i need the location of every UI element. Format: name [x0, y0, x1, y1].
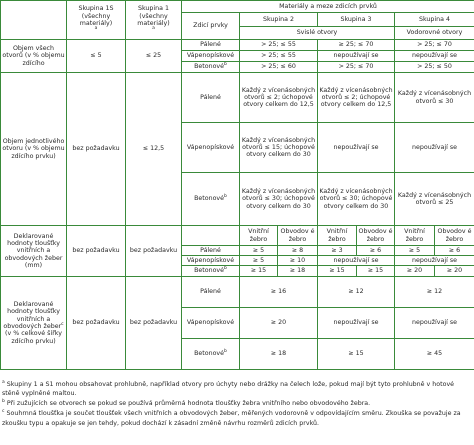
row4-palene-g4: ≥ 12 [395, 277, 474, 308]
footnote-b [2, 399, 470, 408]
row1-vapeno-g2: > 25; ≤ 55 [240, 51, 318, 62]
row2-type-palene: Pálené [182, 73, 240, 123]
row3-beton-g3b: ≥ 15 [357, 266, 395, 277]
row4-palene-g3: ≥ 12 [318, 277, 395, 308]
footnote-a-text: Skupiny 1 a S1 mohou obsahovat prohlubně, například otvory pro úchyty nebo drážky na čelech lože, pokud mají být tyto prohlubně v hotové stěně vyplněné maltou. [2, 381, 455, 398]
header-group-1s-note: a [94, 26, 98, 32]
header-group-1-note: a [152, 26, 155, 32]
row4-g15: bez požadavku [67, 277, 126, 370]
row3-label: Deklarované hodnoty tloušťky vnitřních a obvodových žeber (mm) [1, 226, 67, 277]
header-group-1s [67, 1, 126, 40]
row3-palene-g4a: ≥ 5 [395, 246, 435, 256]
row3-g2-obvodove: Obvodov é žebro [278, 226, 318, 246]
footnote-b-mark: b [2, 399, 5, 405]
footnote-a [2, 380, 470, 398]
row1-vapeno-g4: nepoužívají se [395, 51, 474, 62]
row1-g15: ≤ 5 [67, 40, 126, 73]
header-empty [1, 1, 67, 40]
row2-beton-g4: Každý z vícenásobných otvorů ≤ 25 [395, 173, 474, 226]
footnote-b-text: Při zužujících se otvorech se pokud se používá průměrná hodnota tloušťky žebra vnitřního nebo obvodového žebra. [6, 400, 371, 408]
row4-type-palene: Pálené [182, 277, 240, 308]
row1-label: Objem všech otvorů (v % objemu zdícího [1, 40, 67, 73]
row3-vapeno-g4: nepoužívají se [395, 256, 474, 266]
row3-g4-vnitrni: Vnitřní žebro [395, 226, 435, 246]
header-svisle: Svislé otvory [240, 27, 395, 40]
row4-beton-g2: ≥ 18 [240, 339, 318, 370]
header-group-1 [126, 1, 182, 40]
row1-palene-g2: > 25; ≤ 55 [240, 40, 318, 51]
row4-beton-note: b [224, 349, 227, 355]
row3-g1: bez požadavku [126, 226, 182, 277]
row1-vapeno-g3: nepoužívají se [318, 51, 395, 62]
row3-beton-g4a: ≥ 20 [395, 266, 435, 277]
row2-palene-g3: Každý z vícenásobných otvorů ≤ 2; úchopové otvory celkem do 12,5 [318, 73, 395, 123]
row4-label-text-2: (v % celkové šířky zdícího prvku) [5, 330, 62, 345]
row1-palene-g3: ≥ 25; ≤ 70 [318, 40, 395, 51]
row3-beton-g4b: ≥ 20 [435, 266, 474, 277]
row4-g1: bez požadavku [126, 277, 182, 370]
row3-empty [182, 226, 240, 246]
row2-beton-label: Betonové [194, 195, 225, 203]
header-group-1-text: Skupina 1 (všechny materiály) [137, 5, 170, 27]
row3-type-palene: Pálené [182, 246, 240, 256]
row3-vapeno-g3: nepoužívají se [318, 256, 395, 266]
row4-vapeno-g3: nepoužívají se [318, 308, 395, 339]
row1-g1: ≤ 25 [126, 40, 182, 73]
row4-beton-label: Betonové [194, 350, 225, 358]
row3-beton-g2a: ≥ 15 [240, 266, 278, 277]
row4-vapeno-g2: ≥ 20 [240, 308, 318, 339]
row1-beton-g4: > 25; ≤ 50 [395, 62, 474, 73]
header-group-1s-text: Skupina 1S (všechny materiály) [78, 5, 114, 27]
row3-g3-obvodove: Obvodov é žebro [357, 226, 395, 246]
header-vodorovne: Vodorovné otvory [395, 27, 474, 40]
row3-palene-g4b: ≥ 6 [435, 246, 474, 256]
row2-type-beton [182, 173, 240, 226]
row2-type-vapeno: Vápenopískové [182, 123, 240, 173]
row3-palene-g3a: ≥ 3 [318, 246, 357, 256]
row2-vapeno-g2: Každý z vícenásobných otvorů ≤ 15; úchopové otvory celkem do 30 [240, 123, 318, 173]
row1-type-palene: Pálené [182, 40, 240, 51]
footnote-c [2, 409, 470, 427]
row4-label-note: c [61, 321, 64, 327]
row2-beton-g2: Každý z vícenásobných otvorů ≤ 30; úchopové otvory celkem do 30 [240, 173, 318, 226]
header-group-3: Skupina 3 [318, 13, 395, 27]
row3-vapeno-g2a: ≥ 5 [240, 256, 278, 266]
row3-vapeno-g2b: ≥ 10 [278, 256, 318, 266]
row2-palene-g4: Každý z vícenásobných otvorů ≤ 30 [395, 73, 474, 123]
row4-label [1, 277, 67, 370]
header-group-4: Skupina 4 [395, 13, 474, 27]
header-zdici: Zdicí prvky [182, 13, 240, 40]
row3-g15: bez požadavku [67, 226, 126, 277]
row1-type-vapeno: Vápenopískové [182, 51, 240, 62]
footnote-c-text: Souhrnná tloušťka je součet tloušťek všech vnitřních a obvodových žeber, měřených vodorovně v odpovídajícím směru. Zkouška se považuje za zkoušku typu a opakuje se jen tehdy, pokud dochází k zásadní změně návrhu rozměrů zdicích prvků. [2, 410, 461, 427]
header-group-2: Skupina 2 [240, 13, 318, 27]
row1-beton-g2: > 25; ≤ 60 [240, 62, 318, 73]
row3-g2-vnitrni: Vnitřní žebro [240, 226, 278, 246]
footnotes [0, 380, 472, 429]
footnote-a-mark: a [2, 379, 5, 385]
row2-vapeno-g3: nepoužívají se [318, 123, 395, 173]
row2-beton-g3: Každý z vícenásobných otvorů ≤ 30; úchopové otvory celkem do 30 [318, 173, 395, 226]
row1-type-beton [182, 62, 240, 73]
row4-palene-g2: ≥ 16 [240, 277, 318, 308]
row3-beton-label: Betonové [194, 267, 225, 275]
row2-vapeno-g4: nepoužívají se [395, 123, 474, 173]
header-materials: Materiály a meze zdicích prvků [182, 1, 474, 13]
row3-beton-note: b [224, 266, 227, 272]
row4-type-beton [182, 339, 240, 370]
row1-beton-note: b [224, 62, 227, 68]
row3-g3-vnitrni: Vnitřní žebro [318, 226, 357, 246]
row2-label: Objem jednotlivého otvoru (v % objemu zdícího prvku) [1, 73, 67, 226]
row3-g4-obvodove: Obvodov é žebro [435, 226, 474, 246]
row1-palene-g4: > 25; ≤ 70 [395, 40, 474, 51]
row1-beton-g3: > 25; ≤ 70 [318, 62, 395, 73]
row4-beton-g4: ≥ 45 [395, 339, 474, 370]
row2-g15: bez požadavku [67, 73, 126, 226]
row3-beton-g2b: ≥ 18 [278, 266, 318, 277]
row4-beton-g3: ≥ 15 [318, 339, 395, 370]
row2-g1: ≤ 12,5 [126, 73, 182, 226]
row3-palene-g2a: ≥ 5 [240, 246, 278, 256]
row3-type-vapeno: Vápenopískové [182, 256, 240, 266]
row4-vapeno-g4: nepoužívají se [395, 308, 474, 339]
footnote-c-mark: c [2, 409, 5, 415]
row4-label-text: Deklarované hodnoty tloušťky vnitřních a obvodových žeber [3, 301, 62, 330]
row3-palene-g3b: ≥ 6 [357, 246, 395, 256]
row3-beton-g3a: ≥ 15 [318, 266, 357, 277]
row3-type-beton [182, 266, 240, 277]
row3-palene-g2b: ≥ 8 [278, 246, 318, 256]
row2-beton-note: b [224, 194, 227, 200]
row2-palene-g2: Každý z vícenásobných otvorů ≤ 2; úchopové otvory celkem do 12,5 [240, 73, 318, 123]
row1-beton-label: Betonové [194, 63, 225, 71]
row4-type-vapeno: Vápenopískové [182, 308, 240, 339]
